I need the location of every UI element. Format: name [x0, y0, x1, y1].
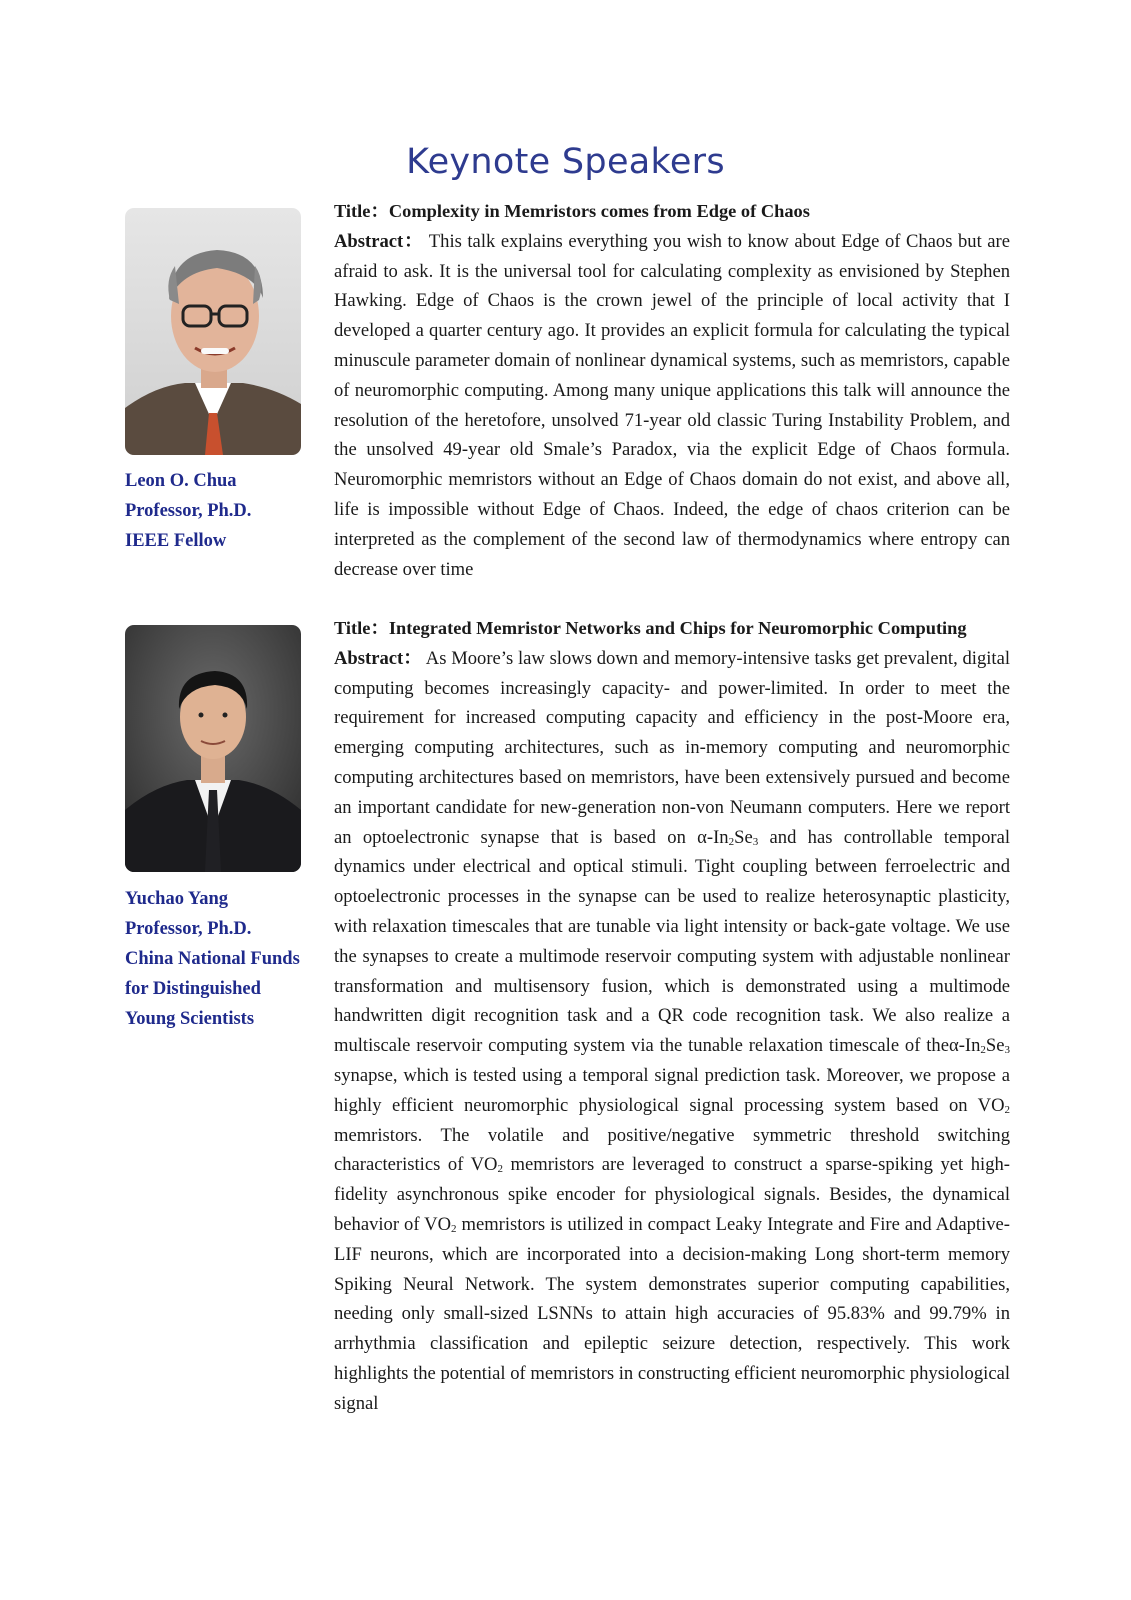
talk-2-title: [334, 614, 1010, 644]
talk-2: [334, 614, 1010, 1419]
subscript: 2: [497, 1163, 503, 1176]
abstract-text: Se: [734, 826, 753, 848]
subscript: 2: [728, 835, 735, 848]
title-label: Title：: [334, 201, 389, 221]
talk-1-title: [334, 197, 1010, 227]
subscript: 2: [1004, 1103, 1010, 1116]
talk-1-abstract-text: This talk explains everything you wish to know about Edge of Chaos but are afraid to ask. It is the universal tool for calculating complexity as envisioned by Stephen Hawking. Edge of Chaos is the crown jewel of the principle of local activity that I developed a quarter century ago. It provides an explicit formula for calculating the typical minuscule parameter domain of nonlinear dynamical systems, such as memristors, capable of neuromorphic computing. Among many unique applications this talk will announce the resolution of the heretofore, unsolved 71-year old classic Turing Instability Problem, and the unsolved 49-year old Smale’s Paradox, via the explicit Edge of Chaos formula. Neuromorphic memristors without an Edge of Chaos domain do not exist, and above all, life is impossible without Edge of Chaos. Indeed, the edge of chaos criterion can be interpreted as the complement of the second law of thermodynamics where entropy can decrease over time: [334, 230, 1011, 580]
abstract-text: and has controllable temporal dynamics under electrical and optical stimuli. Tight coupling between ferroelectric and optoelectronic processes in the synapse can be used to realize heterosynaptic plasticity, with relaxation timescales that are tunable via light intensity or back-gate voltage. We use the synapses to create a multimode reservoir computing system with adjustable nonlinear transformation and multisensory fusion, which is demonstrated using a multimode handwritten digit recognition task and a QR code recognition task. We also realize a multiscale reservoir computing system via the tunable relaxation timescale of theα-In: [334, 826, 1010, 1057]
speaker-1-photo: [125, 208, 301, 455]
speaker-2-photo: [125, 625, 301, 872]
subscript: 2: [451, 1222, 457, 1235]
speaker-2-honor-3: Young Scientists: [125, 1009, 255, 1029]
page-title: Keynote Speakers: [406, 142, 725, 182]
abstract-text: memristors. The volatile and positive/negative symmetric threshold switching characteristics of VO: [334, 1124, 1010, 1176]
speaker-2-name: Yuchao Yang: [125, 889, 228, 909]
abstract-text: As Moore’s law slows down and memory-intensive tasks get prevalent, digital computing becomes increasingly capacity- and power-limited. In order to meet the requirement for increased computing capacity and efficiency in the post-Moore era, emerging computing architectures, such as in-memory computing and neuromorphic computing architectures based on memristors, have been extensively pursued and become an important candidate for new-generation non-von Neumann computers. Here we report an optoelectronic synapse that is based on α-In: [334, 647, 1010, 848]
speaker-2-honor-2: for Distinguished: [125, 979, 261, 999]
abstract-text: Se: [985, 1035, 1005, 1057]
abstract-text: memristors are leveraged to construct a sparse-spiking yet high-fidelity asynchronous spike encoder for physiological signals. Besides, the dynamical behavior of VO: [334, 1154, 1010, 1235]
subscript: 2: [980, 1044, 986, 1057]
abstract-label: Abstract：: [334, 647, 423, 669]
talk-2-title-text: Integrated Memristor Networks and Chips for Neuromorphic Computing: [388, 618, 967, 638]
speaker-2-info: [125, 884, 325, 1034]
talk-1: [334, 197, 1010, 584]
talk-1-abstract: [334, 227, 1010, 585]
speaker-1-name: Leon O. Chua: [125, 471, 237, 491]
speaker-1-info: [125, 466, 325, 556]
subscript: 3: [752, 835, 759, 848]
subscript: 3: [1004, 1044, 1010, 1057]
title-label: Title：: [334, 618, 389, 638]
speaker-1-honor: IEEE Fellow: [125, 531, 227, 551]
speaker-2-honor-1: China National Funds: [125, 949, 300, 969]
abstract-label: Abstract：: [334, 230, 424, 252]
talk-2-abstract: [334, 644, 1010, 1419]
abstract-text: memristors is utilized in compact Leaky Integrate and Fire and Adaptive-LIF neurons, which are incorporated into a decision-making Long short-term memory Spiking Neural Network. The system demonstrates superior computing capabilities, needing only small-sized LSNNs to attain high accuracies of 95.83% and 99.79% in arrhythmia classification and epileptic seizure detection, respectively. This work highlights the potential of memristors in constructing efficient neuromorphic physiological signal: [334, 1213, 1010, 1414]
talk-1-title-text: Complexity in Memristors comes from Edge of Chaos: [388, 201, 810, 221]
speaker-1-position: Professor, Ph.D.: [125, 501, 252, 521]
speaker-2-position: Professor, Ph.D.: [125, 919, 252, 939]
abstract-text: synapse, which is tested using a temporal signal prediction task. Moreover, we propose a highly efficient neuromorphic physiological signal processing system based on VO: [334, 1064, 1010, 1116]
